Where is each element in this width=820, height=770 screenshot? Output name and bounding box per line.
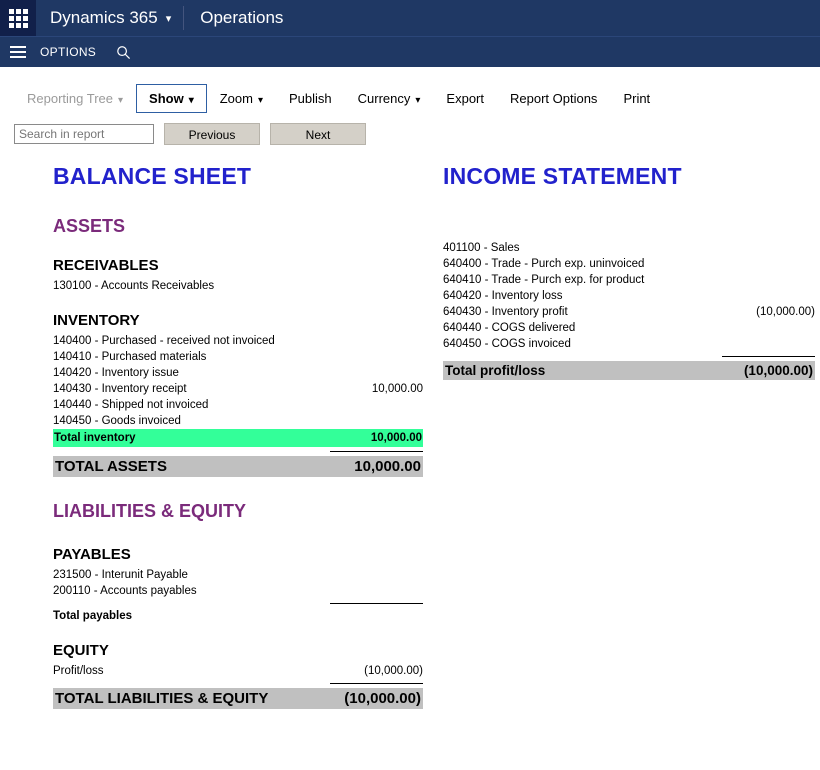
report-row [53, 663, 423, 679]
command-show[interactable] [136, 84, 207, 113]
chevron-down-icon: ▾ [188, 94, 194, 106]
row-label: TOTAL ASSETS [55, 458, 167, 475]
balance-sheet-title: BALANCE SHEET [53, 163, 252, 189]
command-label: Report Options [510, 90, 598, 106]
income-statement-column [443, 163, 815, 380]
inventory-heading: INVENTORY [53, 312, 140, 329]
row-label: 640420 - Inventory loss [443, 290, 563, 302]
payables-heading: PAYABLES [53, 546, 131, 563]
command-label: Publish [289, 90, 332, 106]
row-label: 231500 - Interunit Payable [53, 569, 188, 581]
row-label: 140430 - Inventory receipt [53, 383, 187, 395]
report-row [443, 304, 815, 320]
command-export[interactable] [433, 84, 497, 113]
brand-label: Dynamics 365 [50, 8, 158, 27]
report-row [53, 333, 423, 349]
command-label: Currency [357, 90, 411, 106]
report-command-bar [0, 77, 820, 119]
total-payables-row [53, 608, 423, 624]
command-zoom[interactable] [207, 84, 276, 113]
row-amount: (10,000.00) [344, 690, 421, 707]
row-label: 140440 - Shipped not invoiced [53, 399, 209, 411]
report-search-row [0, 123, 820, 145]
report-row [53, 397, 423, 413]
total-liabilities-equity-rule [330, 683, 423, 685]
total-profit-loss-row [443, 361, 815, 380]
app-launcher-grid [9, 9, 28, 28]
previous-button[interactable]: Previous [164, 123, 260, 145]
command-label: Show [149, 90, 184, 106]
row-amount: 10,000.00 [354, 458, 421, 475]
report-row [443, 288, 815, 304]
app-launcher-icon[interactable] [0, 0, 36, 36]
row-amount: (10,000.00) [743, 363, 813, 378]
income-statement-title: INCOME STATEMENT [443, 163, 682, 189]
report-row [53, 413, 423, 429]
row-label: 140400 - Purchased - received not invoiced [53, 335, 275, 347]
options-menu-item[interactable]: OPTIONS [40, 45, 97, 59]
total-inventory-row [53, 429, 423, 447]
row-label: 130100 - Accounts Receivables [53, 280, 215, 292]
report-body [0, 145, 820, 723]
row-label: 140410 - Purchased materials [53, 351, 207, 363]
top-navigation-bar [0, 0, 820, 36]
module-label: Operations [200, 8, 284, 27]
row-label: 200110 - Accounts payables [53, 585, 197, 597]
row-label: 140420 - Inventory issue [53, 367, 179, 379]
chevron-down-icon: ▾ [415, 94, 421, 106]
next-button[interactable]: Next [270, 123, 366, 145]
report-row [443, 336, 815, 352]
report-row [443, 240, 815, 256]
command-reporting-tree[interactable] [14, 84, 136, 113]
row-label: Profit/loss [53, 665, 104, 677]
report-row [53, 381, 423, 397]
module-operations[interactable] [184, 0, 299, 36]
row-label: Total profit/loss [445, 363, 546, 378]
receivables-heading: RECEIVABLES [53, 257, 159, 274]
report-row [53, 583, 423, 599]
total-assets-row [53, 456, 423, 477]
command-label: Zoom [219, 90, 253, 106]
row-label: Total payables [53, 610, 133, 622]
total-profit-loss-rule [722, 356, 815, 358]
search-icon[interactable] [110, 45, 136, 60]
command-currency[interactable] [345, 84, 434, 113]
equity-heading: EQUITY [53, 642, 109, 659]
report-row [53, 567, 423, 583]
row-label: TOTAL LIABILITIES & EQUITY [55, 690, 269, 707]
row-label: Total inventory [54, 432, 136, 444]
row-amount: (10,000.00) [364, 665, 423, 677]
row-label: 640400 - Trade - Purch exp. uninvoiced [443, 258, 645, 270]
row-label: 640410 - Trade - Purch exp. for product [443, 274, 645, 286]
report-row [443, 320, 815, 336]
row-amount: 10,000.00 [371, 383, 423, 395]
options-bar [0, 36, 820, 67]
row-label: 640430 - Inventory profit [443, 306, 568, 318]
liabilities-equity-heading: LIABILITIES & EQUITY [53, 501, 247, 521]
total-payables-rule [330, 603, 423, 605]
row-amount: (10,000.00) [756, 306, 815, 318]
command-label: Reporting Tree [27, 90, 113, 106]
row-label: 140450 - Goods invoiced [53, 415, 181, 427]
report-row [53, 278, 423, 294]
row-amount: 10,000.00 [370, 432, 422, 444]
row-label: 640440 - COGS delivered [443, 322, 576, 334]
total-liabilities-equity-row [53, 688, 423, 709]
chevron-down-icon: ▾ [165, 12, 172, 25]
command-label: Export [446, 90, 484, 106]
report-row [53, 365, 423, 381]
row-label: 640450 - COGS invoiced [443, 338, 571, 350]
hamburger-icon[interactable] [0, 37, 36, 67]
command-print[interactable] [610, 84, 663, 113]
report-row [443, 256, 815, 272]
chevron-down-icon: ▾ [118, 94, 124, 106]
command-label: Print [623, 90, 651, 106]
command-publish[interactable] [276, 84, 345, 113]
search-input[interactable] [14, 124, 154, 144]
row-label: 401100 - Sales [443, 242, 520, 254]
assets-heading: ASSETS [53, 216, 126, 236]
total-assets-rule [330, 451, 423, 453]
report-row [53, 349, 423, 365]
report-row [443, 272, 815, 288]
chevron-down-icon: ▾ [257, 94, 263, 106]
balance-sheet-column [53, 163, 423, 709]
command-report-options[interactable] [497, 84, 610, 113]
brand-menu[interactable] [36, 0, 183, 36]
